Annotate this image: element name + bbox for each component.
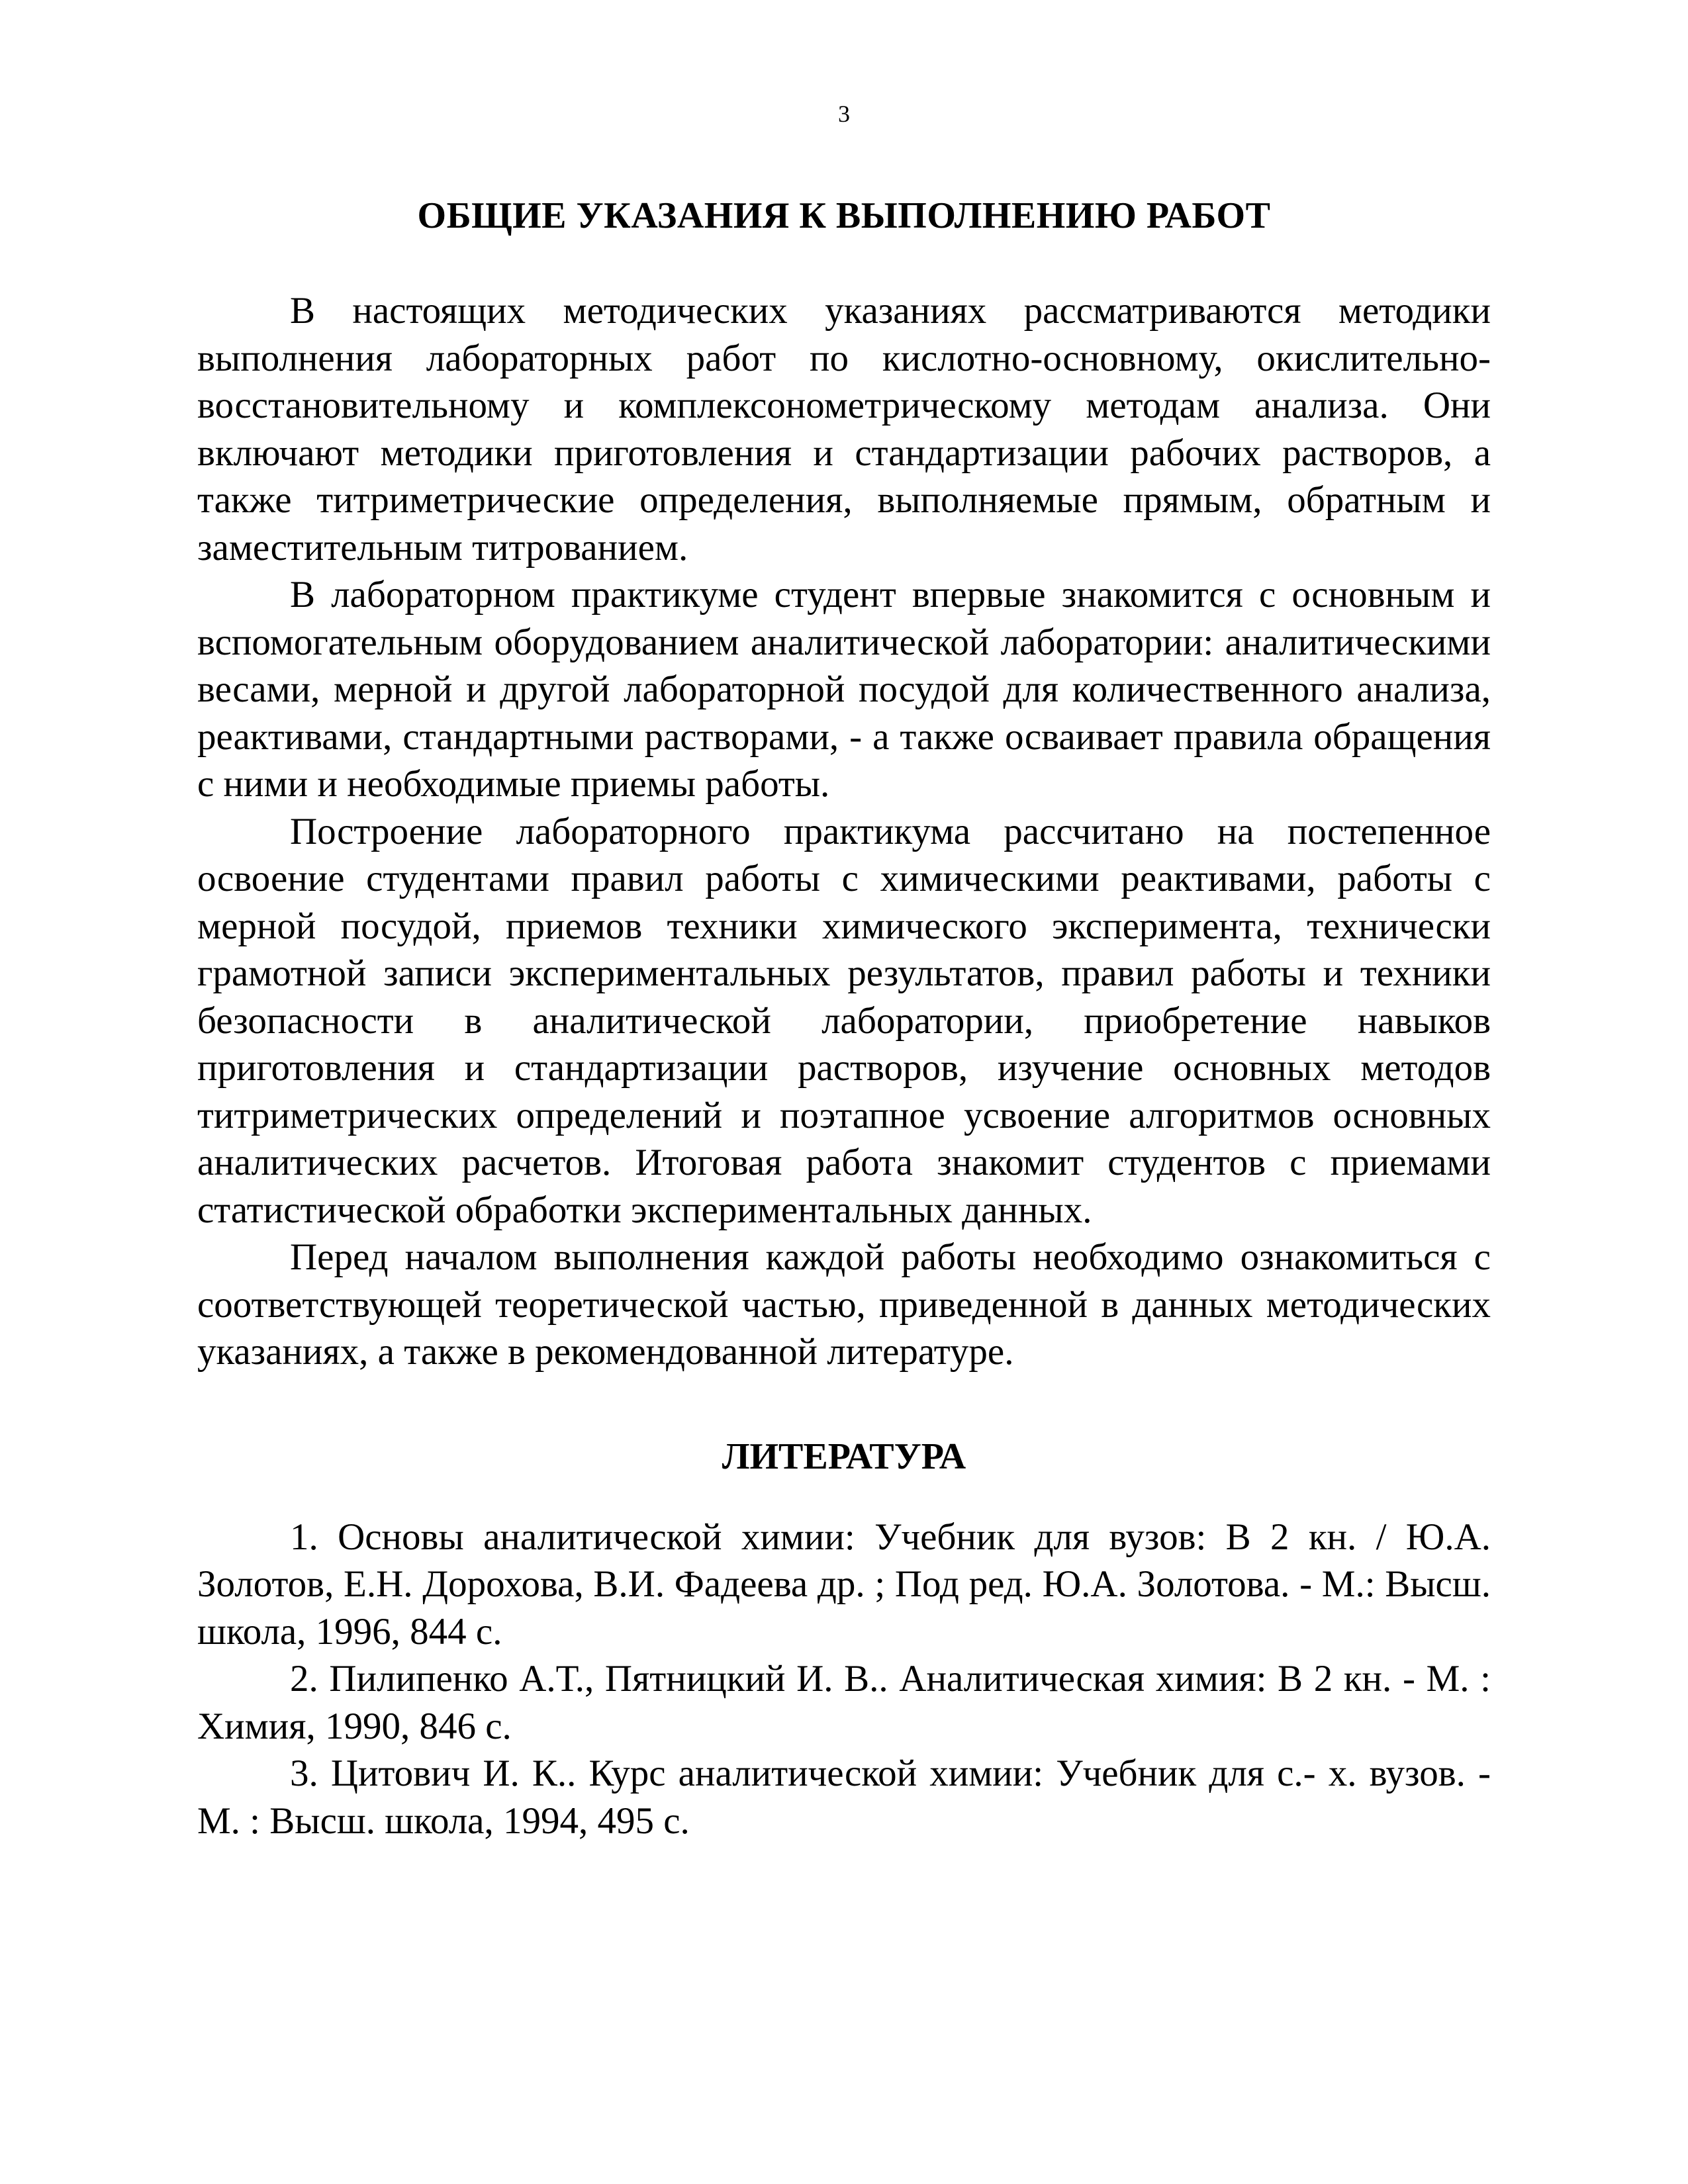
general-instructions-body [197, 287, 1491, 1376]
paragraph: В настоящих методических указаниях рассматриваются методики выполнения лабораторных работ по кислотно-основному, окислительно-восстановительному и комплексонометрическому методам анализа. Они включают методики приготовления и стандартизации рабочих растворов, а также титриметрические определения, выполняемые прямым, обратным и заместительным титрованием. [197, 290, 1491, 569]
paragraph: Перед началом выполнения каждой работы необходимо ознакомиться с соответствующей теоретической частью, приведенной в данных методических указаниях, а также в рекомендованной литературе. [197, 1236, 1491, 1373]
page-content [197, 192, 1491, 1844]
paragraph: Построение лабораторного практикума рассчитано на постепенное освоение студентами правил работы с химическими реактивами, работы с мерной посудой, приемов техники химического эксперимента, технически грамотной записи экспериментальных результатов, правил работы и техники безопасности в аналитической лаборатории, приобретение навыков приготовления и стандартизации растворов, изучение основных методов титриметрических определений и поэтапное усвоение алгоритмов основных аналитических расчетов. Итоговая работа знакомит студентов с приемами статистической обработки экспериментальных данных. [197, 810, 1491, 1231]
page-number: 3 [838, 101, 850, 127]
reference-item: 1. Основы аналитической химии: Учебник для вузов: В 2 кн. / Ю.А. Золотов, Е.Н. Дорохова, В.И. Фадеева др. ; Под ред. Ю.А. Золотова. - М.: Высш. школа, 1996, 844 с. [197, 1516, 1491, 1653]
reference-list [197, 1514, 1491, 1845]
reference-item: 3. Цитович И. К.. Курс аналитической химии: Учебник для с.- х. вузов. - М. : Высш. школа, 1994, 495 с. [197, 1752, 1491, 1842]
section-title: ОБЩИЕ УКАЗАНИЯ К ВЫПОЛНЕНИЮ РАБОТ [417, 195, 1271, 236]
reference-item: 2. Пилипенко А.Т., Пятницкий И. В.. Аналитическая химия: В 2 кн. - М. : Химия, 1990, 846 с. [197, 1658, 1491, 1747]
paragraph: В лабораторном практикуме студент впервые знакомится с основным и вспомогательным оборудованием аналитической лаборатории: аналитическими весами, мерной и другой лабораторной посудой для количественного анализа, реактивами, стандартными растворами, - а также осваивает правила обращения с ними и необходимые приемы работы. [197, 574, 1491, 805]
literature-title: ЛИТЕРАТУРА [722, 1435, 966, 1477]
